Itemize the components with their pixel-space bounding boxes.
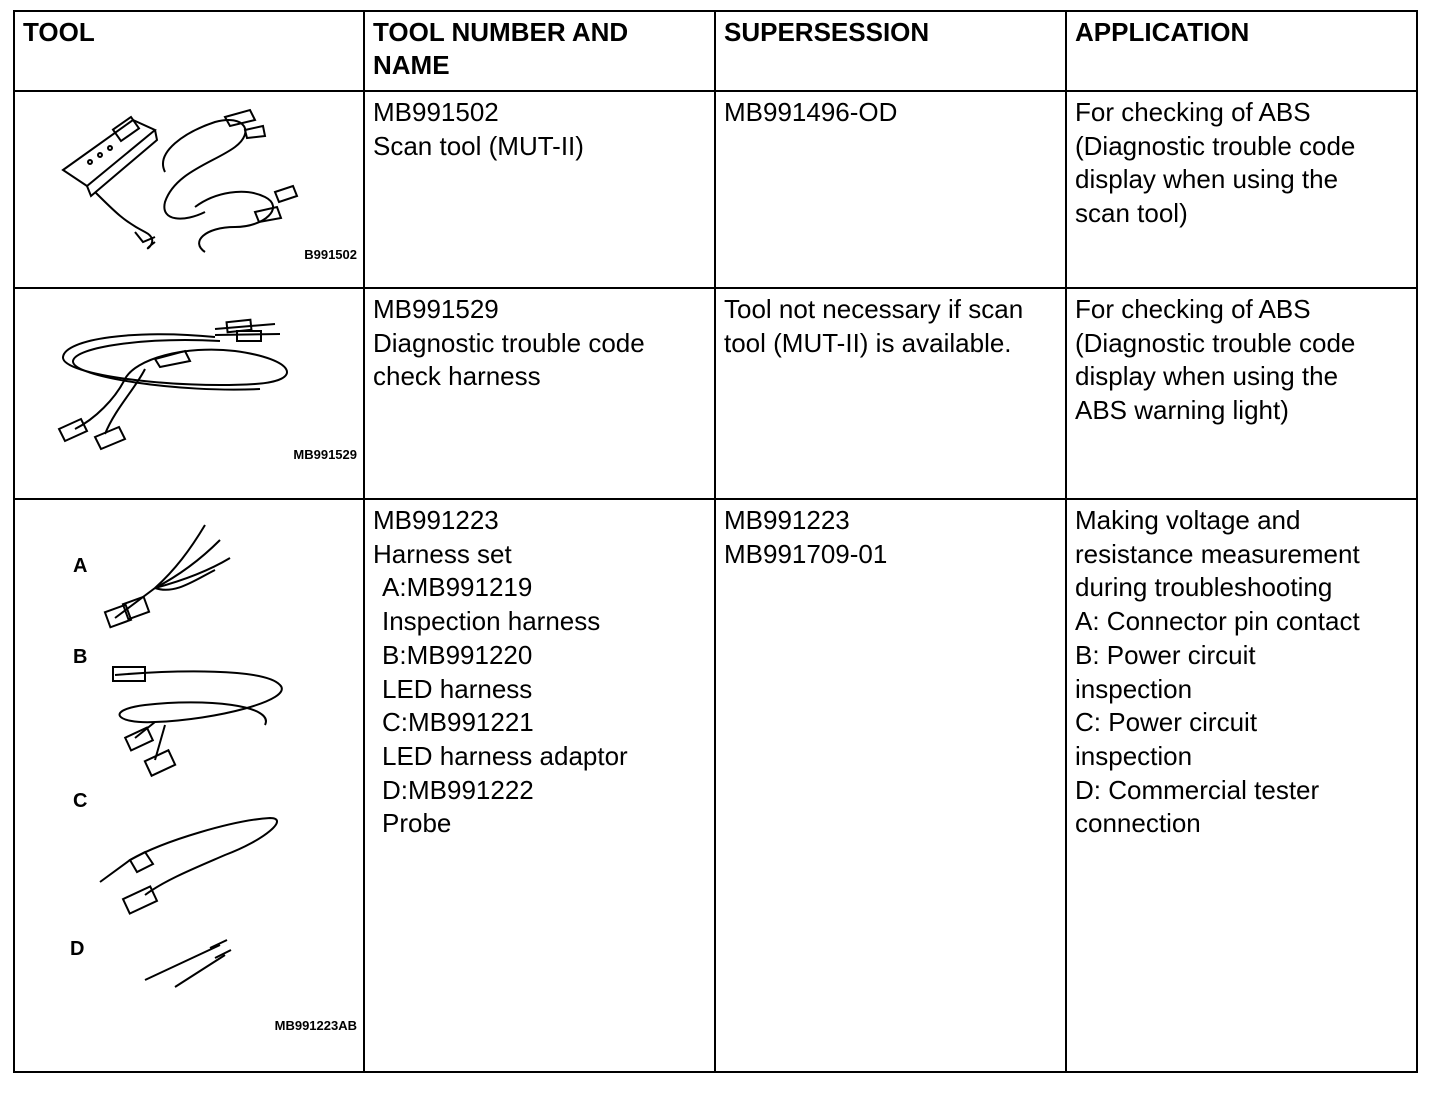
cell-line: connection [1075, 808, 1201, 839]
cell-line: MB991223 [724, 505, 850, 535]
cell-line: For checking of ABS [1075, 294, 1311, 324]
tool-image-cell [14, 499, 364, 1072]
header-line: NAME [373, 50, 450, 80]
table-row [14, 288, 1417, 499]
cell-line: (Diagnostic trouble code [1075, 130, 1356, 161]
cell-line: display when using the [1075, 361, 1339, 392]
header-supersession: SUPERSESSION [715, 11, 1066, 91]
table-row [14, 91, 1417, 288]
cell-line: scan tool) [1075, 198, 1188, 229]
supersession-cell [715, 499, 1066, 1072]
cell-line: ABS warning light) [1075, 395, 1289, 426]
application-cell [1066, 499, 1417, 1072]
supersession-cell [715, 91, 1066, 288]
tool-image-cell [14, 91, 364, 288]
table-row [14, 499, 1417, 1072]
cell-line: For checking of ABS [1075, 97, 1311, 127]
cell-line: C: Power circuit [1075, 707, 1258, 738]
supersession-cell [715, 288, 1066, 499]
cell-line: MB991709-01 [724, 538, 888, 569]
check-harness-illustration [15, 289, 365, 500]
tool-number-name-cell [364, 91, 715, 288]
cell-line: LED harness [382, 673, 533, 704]
cell-line: B:MB991220 [382, 639, 533, 670]
cell-line: D: Commercial tester [1075, 774, 1320, 805]
tool-image-letter: D [70, 938, 85, 960]
cell-line: A:MB991219 [382, 572, 533, 603]
cell-line: tool (MUT-II) is available. [724, 327, 1012, 358]
cell-line: Diagnostic trouble code [373, 327, 645, 358]
cell-line: D:MB991222 [382, 774, 534, 805]
tool-image-caption: MB991529 [293, 447, 357, 462]
cell-line: MB991223 [373, 505, 499, 535]
cell-line: MB991529 [373, 294, 499, 324]
cell-line: LED harness adaptor [382, 740, 628, 771]
cell-line: MB991496-OD [724, 97, 898, 127]
application-cell [1066, 91, 1417, 288]
header-tool: TOOL [14, 11, 364, 91]
cell-line: C:MB991221 [382, 707, 534, 738]
cell-line: (Diagnostic trouble code [1075, 327, 1356, 358]
header-row [14, 11, 1417, 91]
cell-line: MB991502 [373, 97, 499, 127]
cell-line: resistance measurement [1075, 538, 1360, 569]
tool-image-letter: B [73, 646, 88, 668]
cell-line: Tool not necessary if scan [724, 294, 1024, 324]
cell-line: Probe [382, 808, 452, 839]
tool-image-letter: C [73, 790, 88, 812]
tool-image-caption: MB991223AB [274, 1018, 357, 1033]
tool-number-name-cell [364, 288, 715, 499]
harness-set-illustration [15, 500, 365, 1073]
application-cell [1066, 288, 1417, 499]
cell-line: Making voltage and [1075, 505, 1301, 535]
tool-number-name-cell [364, 499, 715, 1072]
cell-line: A: Connector pin contact [1075, 606, 1360, 637]
cell-line: Scan tool (MUT-II) [373, 130, 584, 161]
cell-line: during troubleshooting [1075, 572, 1333, 603]
tool-image-cell [14, 288, 364, 499]
cell-line: display when using the [1075, 164, 1339, 195]
cell-line: inspection [1075, 673, 1193, 704]
special-tools-table [13, 10, 1418, 1073]
header-line: TOOL NUMBER AND [373, 17, 629, 47]
tool-image-letter: A [73, 555, 88, 577]
cell-line: Inspection harness [382, 606, 601, 637]
header-tool-number-and-name [364, 11, 715, 91]
cell-line: inspection [1075, 740, 1193, 771]
cell-line: check harness [373, 361, 541, 392]
cell-line: Harness set [373, 538, 512, 569]
cell-line: B: Power circuit [1075, 639, 1256, 670]
tool-image-caption: B991502 [304, 247, 357, 262]
header-application: APPLICATION [1066, 11, 1417, 91]
